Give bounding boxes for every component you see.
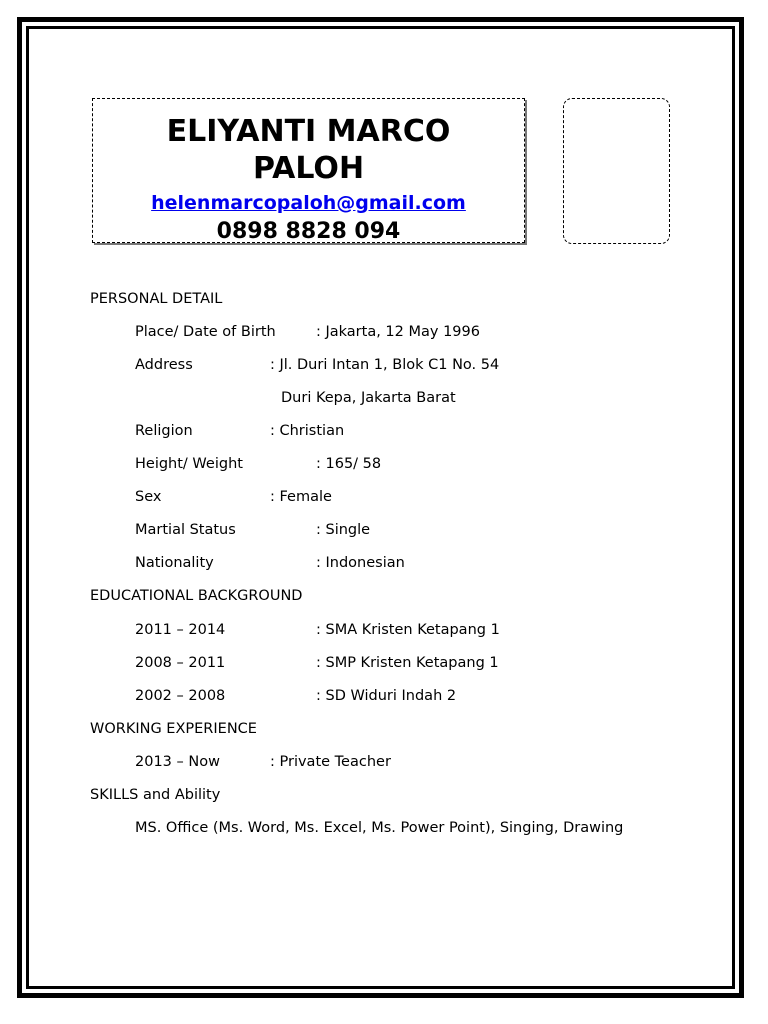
- label-height-weight: Height/ Weight: [135, 456, 243, 472]
- section-heading-personal: PERSONAL DETAIL: [90, 291, 223, 307]
- value-edu-smp: : SMP Kristen Ketapang 1: [316, 655, 499, 671]
- section-heading-education: EDUCATIONAL BACKGROUND: [90, 588, 303, 604]
- label-edu-sma: 2011 – 2014: [135, 622, 226, 638]
- value-marital-status: : Single: [316, 522, 371, 538]
- skills-text: MS. Office (Ms. Word, Ms. Excel, Ms. Power Point), Singing, Drawing: [135, 820, 624, 836]
- value-height-weight: : 165/ 58: [316, 456, 382, 472]
- value-sex: : Female: [270, 489, 332, 505]
- name-box: [92, 98, 525, 243]
- label-place-dob: Place/ Date of Birth: [135, 324, 276, 340]
- email-link[interactable]: helenmarcopaloh@gmail.com: [151, 192, 466, 214]
- label-work-period: 2013 – Now: [135, 754, 220, 770]
- section-heading-work: WORKING EXPERIENCE: [90, 721, 257, 737]
- label-nationality: Nationality: [135, 555, 214, 571]
- full-name: ELIYANTI MARCO PALOH: [166, 114, 451, 186]
- value-edu-sd: : SD Widuri Indah 2: [316, 688, 457, 704]
- label-edu-sd: 2002 – 2008: [135, 688, 226, 704]
- value-address: : Jl. Duri Intan 1, Blok C1 No. 54: [270, 357, 500, 373]
- value-work-role: : Private Teacher: [270, 754, 391, 770]
- label-religion: Religion: [135, 423, 193, 439]
- label-edu-smp: 2008 – 2011: [135, 655, 226, 671]
- value-edu-sma: : SMA Kristen Ketapang 1: [316, 622, 500, 638]
- value-place-dob: : Jakarta, 12 May 1996: [316, 324, 480, 340]
- value-address-line2: Duri Kepa, Jakarta Barat: [281, 390, 456, 406]
- value-nationality: : Indonesian: [316, 555, 405, 571]
- section-heading-skills: SKILLS and Ability: [90, 787, 221, 803]
- label-sex: Sex: [135, 489, 162, 505]
- photo-placeholder: [563, 98, 670, 244]
- phone-number: 0898 8828 094: [216, 219, 401, 243]
- label-marital-status: Martial Status: [135, 522, 236, 538]
- label-address: Address: [135, 357, 193, 373]
- value-religion: : Christian: [270, 423, 345, 439]
